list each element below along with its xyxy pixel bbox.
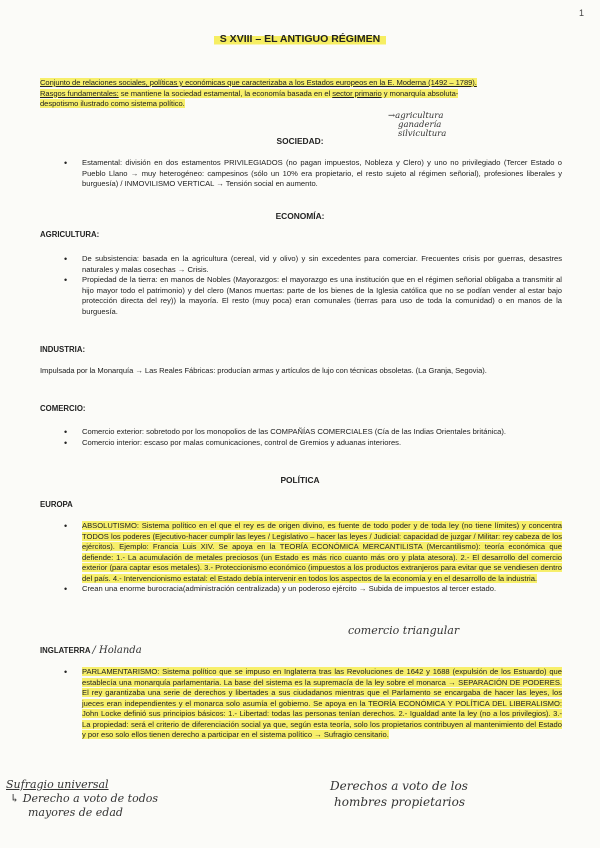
- parlamentarismo-text: PARLAMENTARISMO: Sistema político que se impuso en Inglaterra tras las Revoluciones de 1642 y 1688 (expulsión de los Estuardo) que establecía una monarquía parlamentaria. La base del sistema es la supremacía de la ley sobre el monarca → SEPARACIÓN DE PODERES. El rey garantizaba una serie de derechos y libertades a sus ciudadanos mientras que el Parlamento se encargaba de hacer las leyes, los jueces eran independientes y el monarca solo asumía el gobierno. Se apoya en la TEORÍA ECONÓMICA Y POLÍTICA DEL LIBERALISMO: John Locke definió sus principios básicos: 1.- Libertad: todas las personas tenían derechos. 2.- Igualdad ante la ley (no a los privilegios). 3.- La propiedad: será el criterio de diferenciación social ya que, según esta teoría, solo los propietarios contribuyen al mantenimiento del Estado y por eso solo ellos tienen derecho a participar en el sistema político → Sufragio censitario.: [82, 667, 562, 739]
- subsection-comercio: COMERCIO:: [40, 404, 86, 413]
- page-number: 1: [578, 8, 584, 18]
- list-item: • Comercio interior: escaso por malas comunicaciones, control de Gremios y aduanas interiores.: [62, 438, 562, 449]
- absolutismo-text: ABSOLUTISMO: Sistema político en el que el rey es de origen divino, es fuente de todo poder y de toda ley (no tiene límites) y concentra TODOS los poderes (Ejecutivo-hacer cumplir las leyes / Legislativo – hacer las leyes / Judicial: capacidad de juzgar / Militar: rey cabeza de los ejércitos). Ejemplo: Francia Luis XIV. Se apoya en la TEORÍA ECONÓMICA MERCANTILISTA (Mercantilismo): teoría económica que defiende: 1.- La acumulación de metales preciosos (un Estado es más rico cuanto más oro y plata atesora). 2.- El desarrollo del comercio exterior (para captar esos metales). 3.- Proteccionismo económico (impuestos a los productos extranjeros para evitar que se vendiesen dentro del país. 4.- Intervencionismo estatal: el Estado debía intervenir en todos los aspectos de la economía y en el desarrollo de la industria.: [82, 521, 562, 583]
- list-item: [62, 667, 562, 741]
- industria-text: Impulsada por la Monarquía → Las Reales Fábricas: producían armas y artículos de lujo con técnicas obsoletas. (La Granja, Segovia).: [40, 366, 487, 375]
- list-item: • Estamental: división en dos estamentos PRIVILEGIADOS (no pagan impuestos, Nobleza y Clero) y uno no privilegiado (Tercer Estado o Pueblo Llano → muy heterogéneo: campesinos (sólo un 10% era propietario, el resto sujeto al régimen señorial), profesiones liberales y burguesía) / INMOVILISMO VERTICAL → Tensión social en aumento.: [62, 158, 562, 190]
- handwritten-holanda: / Holanda: [92, 645, 142, 656]
- section-sociedad: SOCIEDAD:: [276, 136, 324, 146]
- list-item: [62, 521, 562, 584]
- section-economia: ECONOMÍA:: [275, 211, 325, 221]
- subsection-agricultura: AGRICULTURA:: [40, 230, 100, 239]
- list-item: • Comercio exterior: sobretodo por los monopolios de las COMPAÑÍAS COMERCIALES (Cía de las Indias Orientales británica).: [62, 427, 562, 438]
- subsection-inglaterra: INGLATERRA / Holanda: [40, 645, 142, 656]
- europa-list: [62, 521, 562, 595]
- agricultura-list: [62, 254, 562, 317]
- inglaterra-list: [62, 667, 562, 741]
- subsection-industria: INDUSTRIA:: [40, 345, 86, 354]
- handwritten-sectors: →agricultura ganadería silvicultura: [388, 111, 447, 139]
- list-item: • De subsistencia: basada en la agricultura (cereal, vid y olivo) y sin excedentes para comerciar. Frecuentes crisis por guerras, desastres naturales y malas cosechas → Crisis.: [62, 254, 562, 275]
- list-item: • Propiedad de la tierra: en manos de Nobles (Mayorazgos: el mayorazgo es una institución que en el régimen señorial obligaba a transmitir al hijo mayor todo el patrimonio) y del clero (Manos muertas: parte de los bienes de la Iglesia católica que no se podían vender al estar bajo protección directa del rey)) la mayoría. El resto (muy poca) eran comunales (tierras para uso de toda la comunidad) o en manos de la burguesía.: [62, 275, 562, 317]
- list-item: • Crean una enorme burocracia(administración centralizada) y un poderoso ejército → Subida de impuestos al tercer estado.: [62, 584, 562, 595]
- handwritten-sufragio-universal: Sufragio universal ↳ Derecho a voto de todos mayores de edad: [6, 778, 159, 819]
- subsection-europa: EUROPA: [40, 500, 73, 509]
- handwritten-comercio-triangular: comercio triangular: [348, 624, 460, 637]
- handwritten-derechos-propietarios: Derechos a voto de los hombres propietarios: [330, 779, 468, 809]
- document-title: S XVIII – EL ANTIGUO RÉGIMEN: [0, 33, 600, 45]
- intro-rasgos-label: Rasgos fundamentales:: [40, 88, 119, 98]
- comercio-list: [62, 427, 562, 448]
- sociedad-list: [62, 158, 562, 190]
- section-politica: POLÍTICA: [280, 475, 320, 485]
- sector-primario: sector primario: [332, 88, 382, 98]
- intro-definition: Conjunto de relaciones sociales, políticas y económicas que caracterizaba a los Estados europeos en la E. Moderna (1492 – 1789).: [40, 78, 477, 87]
- intro-paragraph: Conjunto de relaciones sociales, políticas y económicas que caracterizaba a los Estados europeos en la E. Moderna (1492 – 1789). Rasgos fundamentales: se mantiene la sociedad estamental, la economía basada en el sector primario y monarquía absoluta- despotismo ilustrado como sistema político.: [40, 78, 477, 108]
